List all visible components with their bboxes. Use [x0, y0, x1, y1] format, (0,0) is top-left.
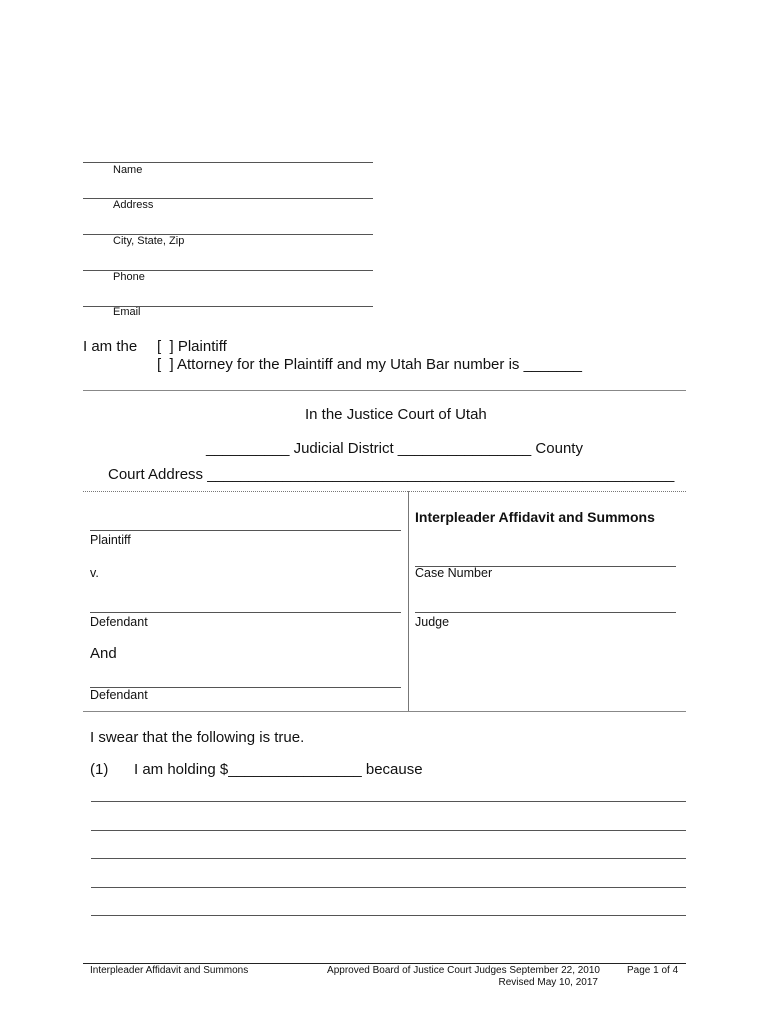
- court-address-line[interactable]: Court Address ________________________________________________________: [108, 466, 675, 483]
- caption-top-border: [83, 491, 686, 492]
- versus-label: v.: [90, 566, 99, 580]
- footer-form-name: Interpleader Affidavit and Summons: [90, 965, 249, 976]
- phone-label: Phone: [113, 271, 145, 283]
- defendant-line[interactable]: [90, 612, 401, 613]
- caption-divider: [408, 491, 409, 711]
- and-label: And: [90, 645, 117, 662]
- reason-line[interactable]: [91, 858, 686, 859]
- name-line[interactable]: [83, 162, 373, 163]
- reason-line[interactable]: [91, 915, 686, 916]
- reason-line[interactable]: [91, 887, 686, 888]
- holding-amount-line[interactable]: I am holding $________________ because: [134, 761, 423, 778]
- swear-statement: I swear that the following is true.: [90, 729, 305, 746]
- judge-label: Judge: [415, 615, 450, 629]
- case-number-label: Case Number: [415, 566, 493, 580]
- plaintiff-label: Plaintiff: [90, 533, 131, 547]
- court-title: In the Justice Court of Utah: [305, 406, 487, 423]
- item-number: (1): [90, 761, 109, 778]
- form-title: Interpleader Affidavit and Summons: [415, 509, 655, 525]
- reason-line[interactable]: [91, 801, 686, 802]
- defendant-label: Defendant: [90, 615, 148, 629]
- address-label: Address: [113, 199, 154, 211]
- defendant2-label: Defendant: [90, 688, 148, 702]
- footer-rule: [83, 963, 686, 964]
- divider: [83, 390, 686, 391]
- judge-line[interactable]: [415, 612, 676, 613]
- city-state-zip-label: City, State, Zip: [113, 235, 185, 247]
- name-label: Name: [113, 164, 143, 176]
- page-number: Page 1 of 4: [627, 965, 679, 976]
- email-label: Email: [113, 306, 141, 318]
- reason-line[interactable]: [91, 830, 686, 831]
- footer-approved: Approved Board of Justice Court Judges September 22, 2010: [327, 965, 600, 976]
- plaintiff-line[interactable]: [90, 530, 401, 531]
- plaintiff-checkbox-option[interactable]: [ ] Plaintiff: [157, 338, 227, 355]
- footer-revised: Revised May 10, 2017: [498, 977, 598, 988]
- judicial-district-line[interactable]: __________ Judicial District ________________ County: [206, 440, 583, 457]
- caption-bottom-border: [83, 711, 686, 712]
- attorney-checkbox-option[interactable]: [ ] Attorney for the Plaintiff and my Utah Bar number is _______: [157, 356, 582, 373]
- party-intro: I am the: [83, 338, 138, 355]
